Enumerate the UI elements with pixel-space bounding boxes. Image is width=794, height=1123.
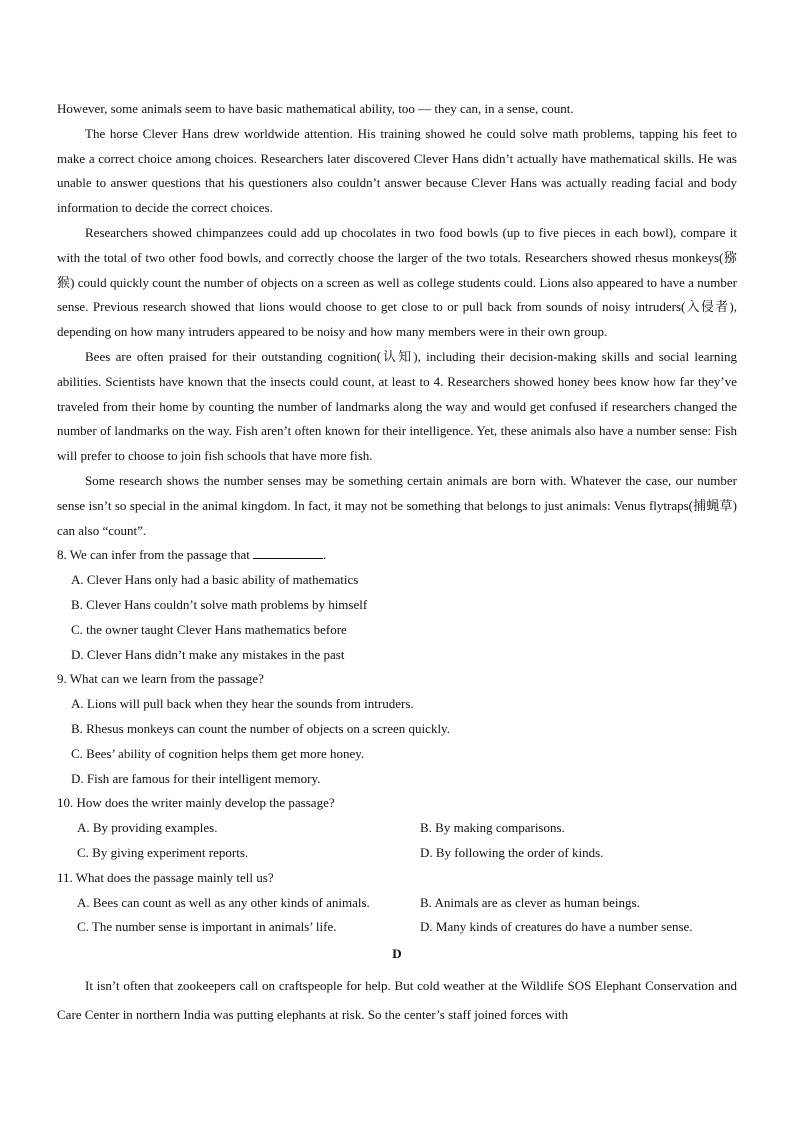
section-d-title: D <box>392 946 402 962</box>
passage-paragraph-4: Bees are often praised for their outstanding cognition(认知), including their decision-making skills and social learning abilities. Scientists have known that the insects could count, at least to 4. Researchers showed honey bees know how far they’ve traveled from their home by counting the number of landmarks along the way and would get confused if researchers changed the number of landmarks on the way. Fish aren’t often known for their intelligence. Yet, these animals also have a number sense: Fish will prefer to choose to join fish schools that have more fish. <box>57 348 737 464</box>
question-9-option-b: B. Rhesus monkeys can count the number of objects on a screen quickly. <box>71 720 450 736</box>
question-10-option-b: B. By making comparisons. <box>420 820 565 836</box>
question-11-option-d: D. Many kinds of creatures do have a number sense. <box>420 919 693 935</box>
answer-blank <box>253 546 323 559</box>
question-9 <box>57 667 737 791</box>
question-8-stem: 8. We can infer from the passage that <box>57 547 250 563</box>
question-8-option-a: A. Clever Hans only had a basic ability of mathematics <box>71 572 359 588</box>
question-11 <box>57 866 737 940</box>
question-11-option-c: C. The number sense is important in animals’ life. <box>77 919 337 935</box>
question-11-option-a: A. Bees can count as well as any other kinds of animals. <box>77 894 370 910</box>
question-10-option-c: C. By giving experiment reports. <box>77 844 249 860</box>
passage-paragraph-2: The horse Clever Hans drew worldwide attention. His training showed he could solve math problems, tapping his feet to make a correct choice among choices. Researchers later discovered Clever Hans didn’t actually have mathematical skills. He was unable to answer questions that his questioners also couldn’t answer because Clever Hans was actually reading facial and body information to decide the correct choices. <box>57 125 737 216</box>
question-8-option-d: D. Clever Hans didn’t make any mistakes in the past <box>71 646 345 662</box>
passage-paragraph-1: However, some animals seem to have basic mathematical ability, too — they can, in a sense, count. <box>57 101 574 116</box>
question-9-stem: 9. What can we learn from the passage? <box>57 671 264 687</box>
passage-paragraph-5: Some research shows the number senses may be something certain animals are born with. Whatever the case, our number sense isn’t so special in the animal kingdom. In fact, it may not be something that belongs to just animals: Venus flytraps(捕蝇草) can also “count”. <box>57 472 737 538</box>
question-8-option-b: B. Clever Hans couldn’t solve math problems by himself <box>71 596 368 612</box>
question-9-option-c: C. Bees’ ability of cognition helps them get more honey. <box>71 745 365 761</box>
section-d-paragraph-1: It isn’t often that zookeepers call on craftspeople for help. But cold weather at the Wildlife SOS Elephant Conservation and Care Center in northern India was putting elephants at risk. So the center’s staff joined forces with <box>57 977 737 1022</box>
question-8-end: . <box>323 547 327 563</box>
question-10-stem: 10. How does the writer mainly develop the passage? <box>57 795 335 811</box>
passage-paragraph-3: Researchers showed chimpanzees could add up chocolates in two food bowls (up to five pieces in each bowl), compare it with the total of two other food bowls, and correctly choose the larger of the two totals. Researchers showed rhesus monkeys(猕猴) could quickly count the number of objects on a screen as well as college students could. Lions also appeared to have a number sense. Previous research showed that lions would choose to get close to or pull back from sounds of noisy intruders(入侵者), depending on how many intruders appeared to be noisy and how many members were in their own group. <box>57 224 737 340</box>
question-9-option-d: D. Fish are famous for their intelligent memory. <box>71 770 321 786</box>
question-11-stem: 11. What does the passage mainly tell us? <box>57 869 274 885</box>
question-10-option-a: A. By providing examples. <box>77 820 218 836</box>
question-10-option-d: D. By following the order of kinds. <box>420 844 604 860</box>
question-8-option-c: C. the owner taught Clever Hans mathematics before <box>71 621 347 637</box>
document-page <box>57 97 737 1029</box>
question-10 <box>57 791 737 865</box>
question-9-option-a: A. Lions will pull back when they hear the sounds from intruders. <box>71 696 414 712</box>
question-11-option-b: B. Animals are as clever as human beings. <box>420 894 640 910</box>
question-8 <box>57 543 737 667</box>
